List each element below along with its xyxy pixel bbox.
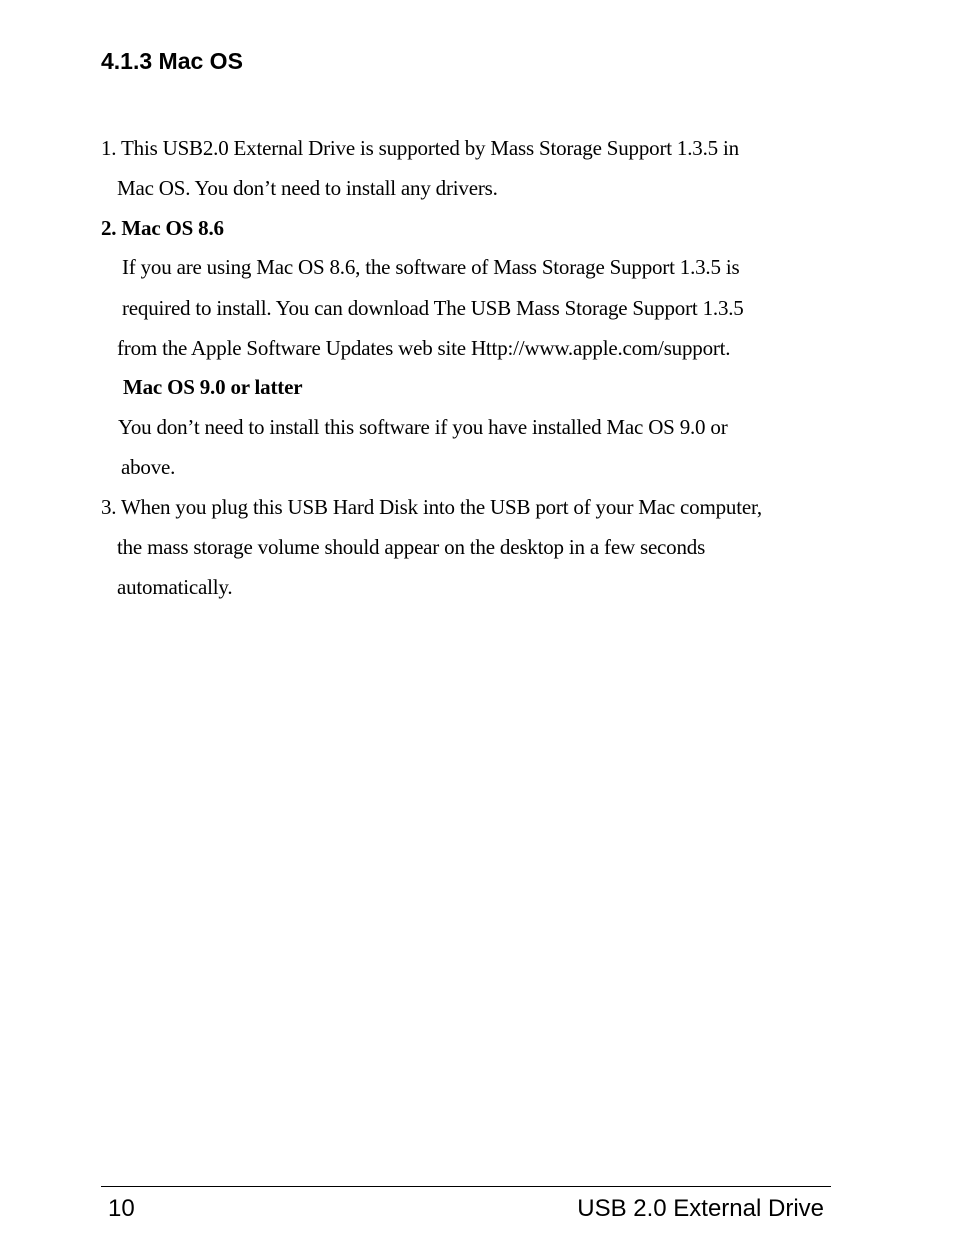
item2-line5: above.	[121, 455, 176, 479]
item2-line2: required to install. You can download The USB Mass Storage Support 1.3.5	[122, 296, 744, 320]
item3-line3: automatically.	[117, 575, 233, 599]
footer-divider	[101, 1186, 831, 1187]
item1-line1: 1. This USB2.0 External Drive is supported by Mass Storage Support 1.3.5 in	[101, 136, 739, 160]
item2-line1: If you are using Mac OS 8.6, the software of Mass Storage Support 1.3.5 is	[122, 255, 740, 279]
item3-line2: the mass storage volume should appear on the desktop in a few seconds	[117, 535, 706, 559]
item1-line2: Mac OS. You don’t need to install any drivers.	[117, 176, 498, 200]
page-number: 10	[108, 1195, 135, 1222]
item2-heading: 2. Mac OS 8.6	[101, 216, 224, 240]
item2-line4: You don’t need to install this software if you have installed Mac OS 9.0 or	[118, 415, 728, 439]
item2-subheading: Mac OS 9.0 or latter	[123, 375, 303, 399]
footer-doc-title: USB 2.0 External Drive	[577, 1195, 824, 1222]
section-heading: 4.1.3 Mac OS	[101, 48, 243, 74]
item2-line3: from the Apple Software Updates web site Http://www.apple.com/support.	[117, 336, 731, 360]
item3-line1: 3. When you plug this USB Hard Disk into the USB port of your Mac computer,	[101, 495, 762, 519]
